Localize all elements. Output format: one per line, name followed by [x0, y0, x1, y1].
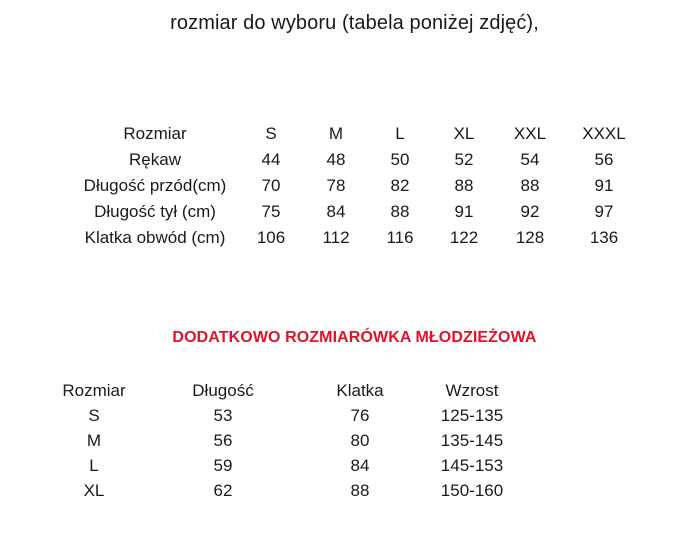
- size-table-row: [72, 225, 644, 251]
- size-table-cell: 91: [594, 176, 614, 195]
- size-table-header-cell: XXL: [513, 124, 547, 143]
- size-table-cell: 91: [454, 202, 474, 221]
- youth-size-heading: DODATKOWO ROZMIARÓWKA MŁODZIEŻOWA: [172, 329, 537, 346]
- youth-table-cell: 56: [213, 430, 233, 450]
- size-table-cell: 78: [326, 176, 346, 195]
- size-table-cell: 128: [515, 228, 545, 247]
- size-table-header-cell: XXXL: [582, 124, 626, 143]
- youth-table-cell: 88: [350, 480, 370, 500]
- size-table-header-cell: XL: [453, 124, 475, 143]
- size-table-cell: 116: [386, 228, 414, 247]
- youth-table-row: [55, 428, 537, 453]
- youth-table-row: [55, 478, 537, 503]
- size-table-cell: 50: [390, 150, 410, 169]
- size-table-row: [72, 147, 644, 173]
- size-table-row-label: Długość przód(cm): [83, 176, 227, 195]
- youth-table-header-cell: Klatka: [336, 380, 384, 400]
- youth-table-cell: 53: [213, 405, 233, 425]
- size-table: [72, 121, 644, 251]
- size-table-cell: 88: [454, 176, 474, 195]
- youth-table-cell: L: [89, 455, 99, 475]
- youth-table-row: [55, 403, 537, 428]
- youth-table-cell: 125-135: [440, 405, 504, 425]
- youth-table-cell: 80: [350, 430, 370, 450]
- size-table-cell: 112: [322, 228, 350, 247]
- size-table-cell: 82: [390, 176, 410, 195]
- youth-table-cell: 84: [350, 455, 370, 475]
- youth-table-cell: 59: [213, 455, 233, 475]
- intro-text: rozmiar do wyboru (tabela poniżej zdjęć),: [170, 12, 539, 34]
- youth-table-cell: S: [88, 405, 100, 425]
- youth-table-cell: 62: [213, 480, 233, 500]
- size-table-cell: 44: [261, 150, 281, 169]
- size-table-header-cell: M: [328, 124, 344, 143]
- size-table-row-label: Klatka obwód (cm): [84, 228, 226, 247]
- size-table-cell: 48: [326, 150, 346, 169]
- size-table-row: [72, 173, 644, 199]
- youth-table-cell: 145-153: [440, 455, 504, 475]
- size-table-cell: 70: [261, 176, 281, 195]
- size-table-cell: 88: [390, 202, 410, 221]
- size-table-cell: 54: [520, 150, 540, 169]
- size-table-row: [72, 199, 644, 225]
- size-table-cell: 84: [326, 202, 346, 221]
- youth-table-cell: 76: [350, 405, 370, 425]
- youth-table-cell: 135-145: [440, 430, 504, 450]
- youth-table-cell: M: [86, 430, 102, 450]
- size-table-cell: 88: [520, 176, 540, 195]
- size-table-cell: 92: [520, 202, 540, 221]
- size-table-cell: 122: [449, 228, 479, 247]
- size-table-cell: 97: [594, 202, 614, 221]
- size-table-cell: 56: [594, 150, 614, 169]
- youth-table-cell: XL: [83, 480, 105, 500]
- size-table-header-cell: L: [395, 124, 405, 143]
- youth-table-row: [55, 453, 537, 478]
- size-table-cell: 75: [261, 202, 281, 221]
- youth-table-header-cell: Długość: [192, 380, 254, 400]
- size-table-header-cell: S: [265, 124, 277, 143]
- youth-size-table: [55, 378, 537, 503]
- size-table-row-label: Rękaw: [129, 150, 181, 169]
- youth-table-header-row: [55, 378, 537, 403]
- youth-table-header-cell: Wzrost: [445, 380, 499, 400]
- size-table-cell: 136: [589, 228, 619, 247]
- size-table-header-row: [72, 121, 644, 147]
- youth-table-cell: 150-160: [440, 480, 504, 500]
- size-table-header-cell: Rozmiar: [123, 124, 187, 143]
- youth-table-header-cell: Rozmiar: [62, 380, 126, 400]
- size-table-row-label: Długość tył (cm): [94, 202, 216, 221]
- size-table-cell: 106: [256, 228, 286, 247]
- size-table-cell: 52: [454, 150, 474, 169]
